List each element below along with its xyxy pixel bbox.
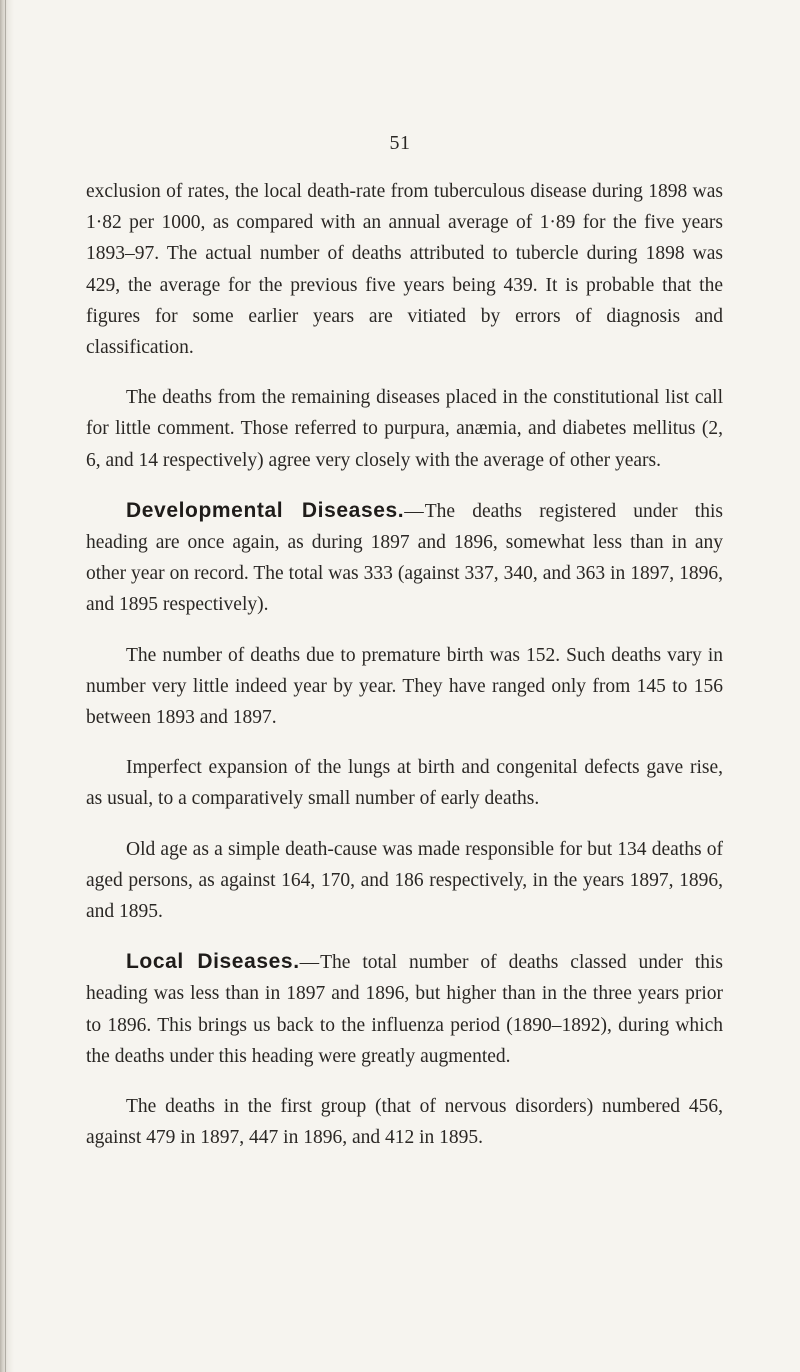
paragraph-premature-birth: The number of deaths due to premature birth was 152. Such deaths vary in number very little indeed year by year. They have ranged only from 145 to 156 between 1893 and 1897.: [86, 644, 723, 729]
paragraph-constitutional-list: The deaths from the remaining diseases placed in the constitutional list call for little comment. Those referred to purpura, anæmia, and diabetes mellitus (2, 6, and 14 respectively) agree very closely with the average of other years.: [86, 387, 723, 471]
section-heading-developmental-diseases: Developmental Diseases.: [126, 498, 405, 522]
paragraph-tuberculous-rate: exclusion of rates, the local death-rate from tuberculous disease during 1898 was 1·82 per 1000, as compared with an annual average of 1·89 for the five years 1893–97. The actual number of deaths attributed to tubercle during 1898 was 429, the average for the previous five years being 439. It is probable that the figures for some earlier years are vitiated by errors of diagnosis and classification.: [86, 181, 723, 359]
heading-dash: —: [404, 500, 424, 522]
paragraph-developmental-diseases: [86, 495, 723, 621]
heading-dash: —: [299, 952, 320, 974]
page-body: [86, 176, 723, 1172]
paragraph-nervous-disorders: The deaths in the first group (that of nervous disorders) numbered 456, against 479 in 1897, 447 in 1896, and 412 in 1895.: [86, 1096, 723, 1149]
paragraph-local-text: The total number of deaths classed under this heading was less than in 1897 and 1896, but higher than in the three years prior to 1896. This brings us back to the influenza period (1890–1892), during which the deaths under this heading were greatly augmented.: [86, 952, 724, 1067]
section-heading-local-diseases: Local Diseases.: [126, 950, 300, 974]
paragraph-local-diseases: [86, 946, 723, 1072]
page-binding-line: [5, 0, 6, 1372]
paragraph-old-age: Old age as a simple death-cause was made responsible for but 134 deaths of aged persons, as against 164, 170, and 186 respectively, in the years 1897, 1896, and 1895.: [86, 838, 723, 923]
paragraph-congenital-defects: Imperfect expansion of the lungs at birth and congenital defects gave rise, as usual, to a comparatively small number of early deaths.: [86, 757, 723, 810]
page-number: 51: [389, 132, 411, 154]
page-binding-edge: [0, 0, 14, 1372]
paragraph-developmental-text: The deaths registered under this heading are once again, as during 1897 and 1896, somewhat less than in any other year on record. The total was 333 (against 337, 340, and 363 in 1897, 1896, and 1895 respectively).: [86, 500, 723, 616]
